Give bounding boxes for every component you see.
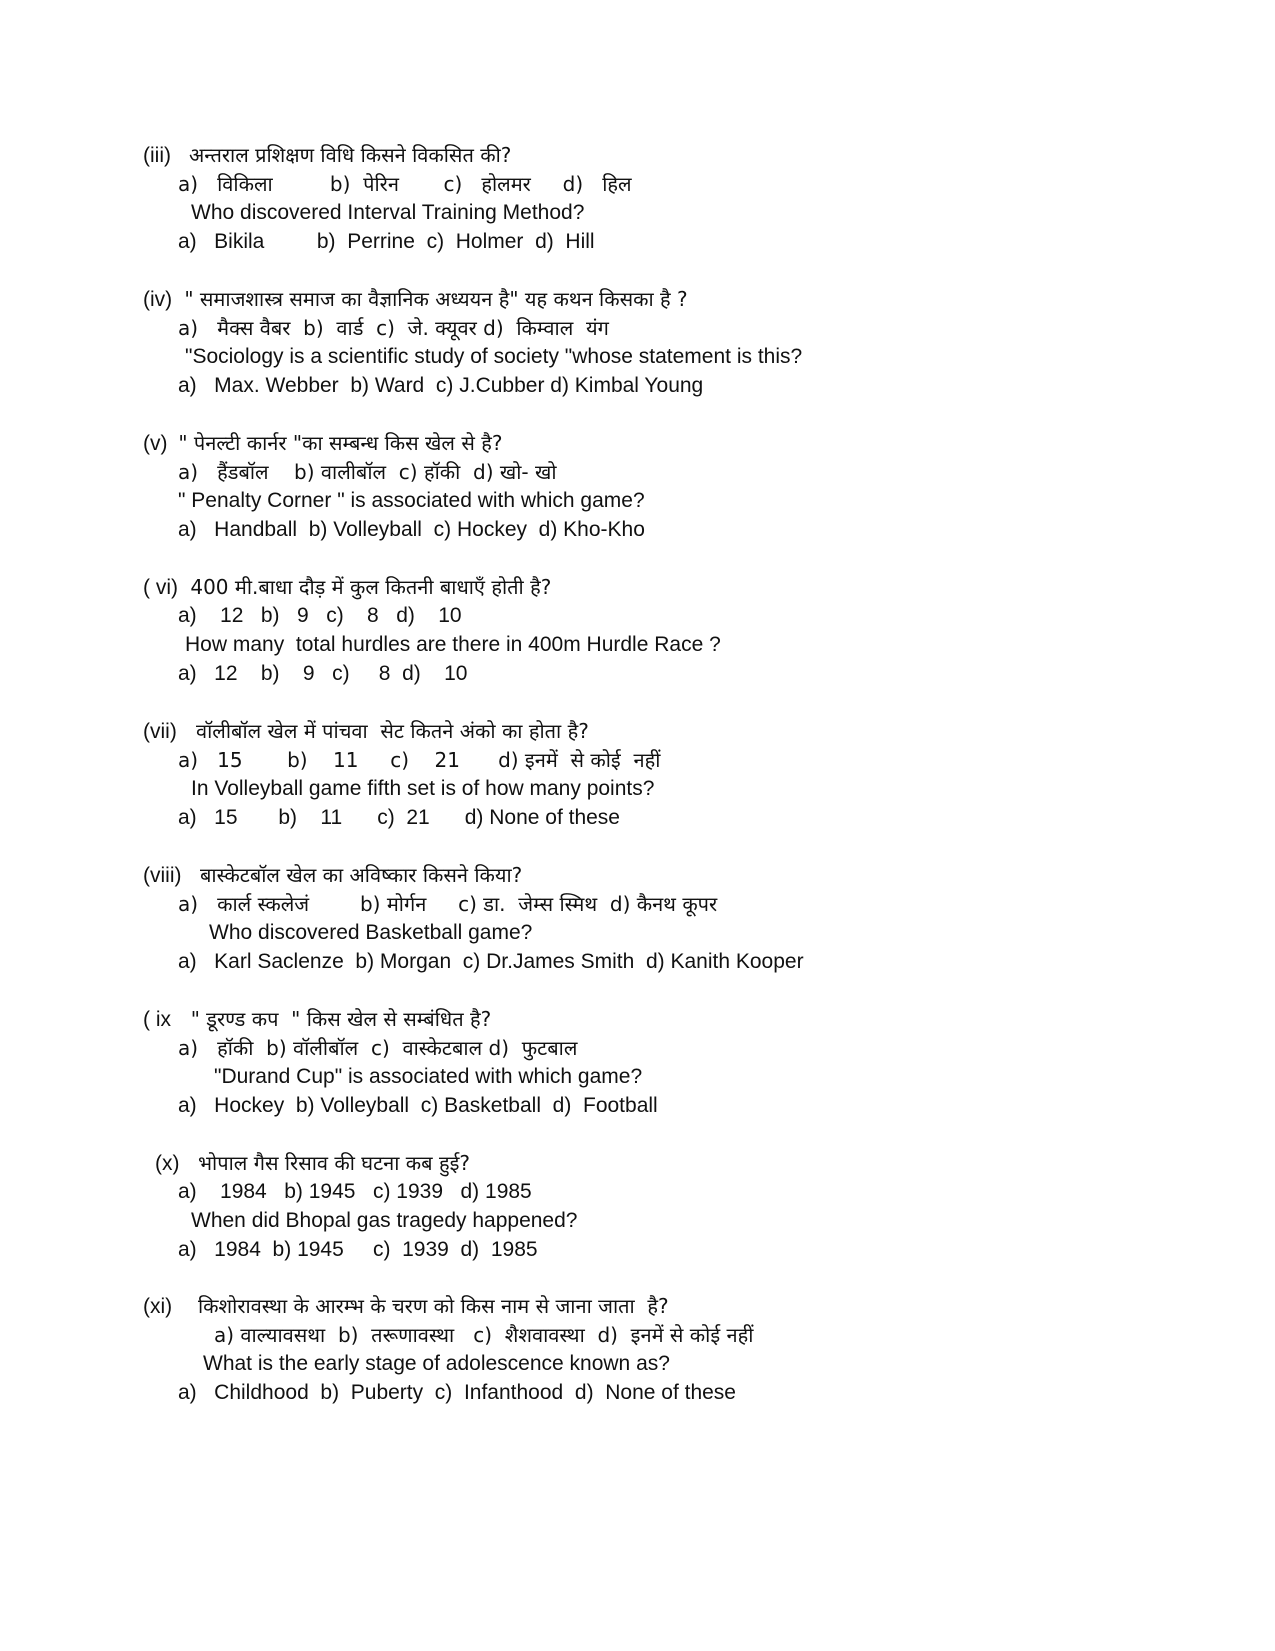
question-hindi: वॉलीबॉल खेल में पांचवा सेट कितने अंको का होता है?	[196, 719, 589, 743]
question-english: Who discovered Basketball game?	[209, 921, 533, 944]
options-hindi: a) मैक्स वैबर b) वार्ड c) जे. क्यूवर d) किम्वाल यंग	[178, 316, 609, 340]
question-english: Who discovered Interval Training Method?	[191, 201, 585, 224]
options-english: a) Karl Saclenze b) Morgan c) Dr.James Smith d) Kanith Kooper	[178, 950, 804, 973]
question-hindi: किशोरावस्था के आरम्भ के चरण को किस नाम से जाना जाता है?	[198, 1294, 669, 1318]
question-number: ( vi)	[143, 576, 178, 599]
question-number: (xi)	[143, 1295, 173, 1318]
options-english: a) 12 b) 9 c) 8 d) 10	[178, 662, 468, 685]
options-english: a) Handball b) Volleyball c) Hockey d) Kho-Kho	[178, 518, 645, 541]
options-english: a) 1984 b) 1945 c) 1939 d) 1985	[178, 1238, 538, 1261]
options-hindi: a) 12 b) 9 c) 8 d) 10	[178, 604, 462, 627]
question-hindi: " पेनल्टी कार्नर "का सम्बन्ध किस खेल से है?	[172, 431, 503, 455]
question-number: (iv)	[143, 288, 173, 311]
question-hindi: बास्केटबॉल खेल का अविष्कार किसने किया?	[200, 863, 523, 887]
question-number: (viii)	[143, 864, 182, 887]
options-hindi: a) हॉकी b) वॉलीबॉल c) वास्केटबाल d) फुटबाल	[178, 1036, 578, 1060]
options-english: a) Hockey b) Volleyball c) Basketball d) Football	[178, 1094, 658, 1117]
options-hindi: a) विकिला b) पेरिन c) होलमर d) हिल	[178, 172, 632, 196]
options-english: a) Max. Webber b) Ward c) J.Cubber d) Kimbal Young	[178, 374, 704, 397]
question-english: " Penalty Corner " is associated with which game?	[178, 489, 645, 512]
options-hindi: a) कार्ल स्कलेजं b) मोर्गन c) डा. जेम्स स्मिथ d) कैनथ कूपर	[178, 892, 718, 916]
options-english: a) Bikila b) Perrine c) Holmer d) Hill	[178, 230, 595, 253]
options-english: a) Childhood b) Puberty c) Infanthood d) None of these	[178, 1381, 736, 1404]
question-number: ( ix	[143, 1008, 171, 1031]
question-english: In Volleyball game fifth set is of how many points?	[191, 777, 655, 800]
options-hindi: a) 15 b) 11 c) 21 d) इनमें से कोई नहीं	[178, 748, 661, 772]
question-number: (vii)	[143, 720, 177, 743]
options-english: a) 15 b) 11 c) 21 d) None of these	[178, 806, 620, 829]
question-number: (iii)	[143, 144, 171, 167]
question-hindi: " डूरण्ड कप " किस खेल से सम्बंधित है?	[178, 1007, 492, 1031]
options-hindi: a) 1984 b) 1945 c) 1939 d) 1985	[178, 1180, 532, 1203]
options-hindi: a) वाल्यावसथा b) तरूणावस्था c) शैशवावस्था d) इनमें से कोई नहीं	[214, 1323, 754, 1347]
question-number: (v)	[143, 432, 168, 455]
question-number: (x)	[155, 1152, 180, 1175]
question-hindi: भोपाल गैस रिसाव की घटना कब हुई?	[198, 1151, 470, 1175]
question-english: "Sociology is a scientific study of society "whose statement is this?	[185, 345, 803, 368]
question-hindi: अन्तराल प्रशिक्षण विधि किसने विकसित की?	[189, 143, 512, 167]
options-hindi: a) हैंडबॉल b) वालीबॉल c) हॉकी d) खो- खो	[178, 460, 557, 484]
question-english: When did Bhopal gas tragedy happened?	[191, 1209, 578, 1232]
question-hindi: " समाजशास्त्र समाज का वैज्ञानिक अध्ययन है" यह कथन किसका है ?	[178, 287, 688, 311]
question-english: What is the early stage of adolescence known as?	[203, 1352, 670, 1375]
question-english: How many total hurdles are there in 400m Hurdle Race ?	[185, 633, 721, 656]
question-english: "Durand Cup" is associated with which game?	[214, 1065, 643, 1088]
question-hindi: 400 मी.बाधा दौड़ में कुल कितनी बाधाएँ होती है?	[184, 575, 552, 599]
